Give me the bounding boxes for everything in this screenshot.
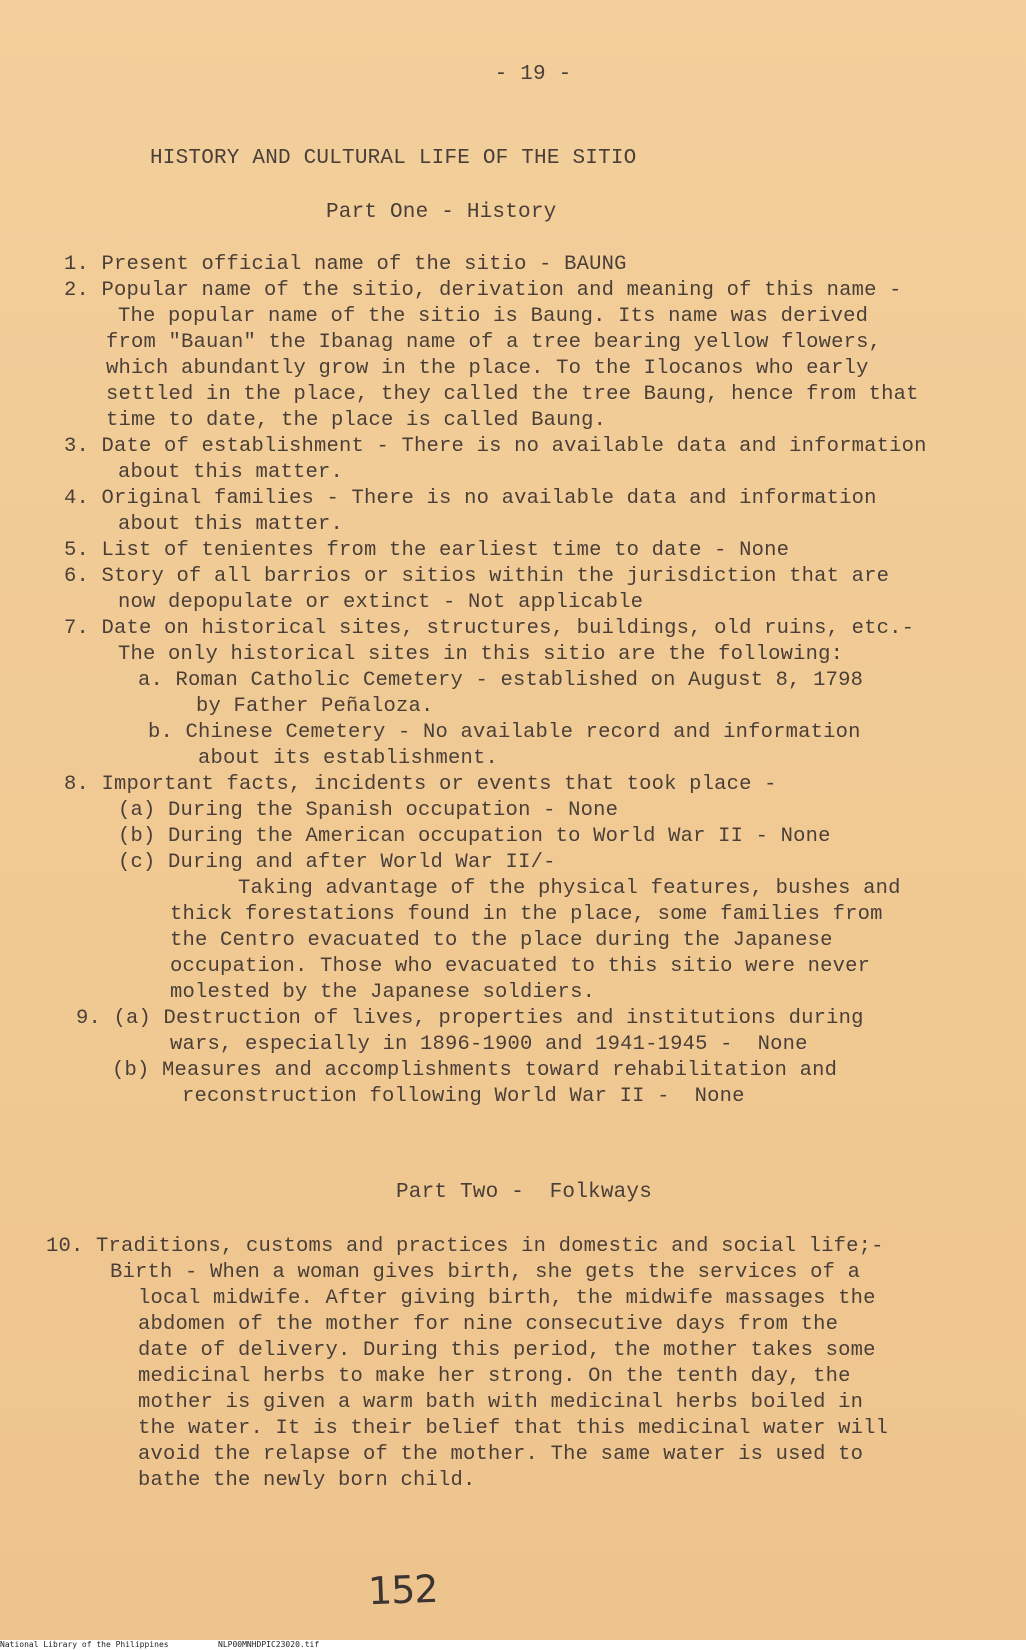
handwritten-page-number: 152	[367, 1566, 439, 1614]
item-10-line: Birth - When a woman gives birth, she gets the services of a	[110, 1261, 861, 1284]
item-8-line: 8. Important facts, incidents or events that took place -	[64, 773, 777, 796]
item-3-line: about this matter.	[118, 461, 344, 484]
item-9-line: 9. (a) Destruction of lives, properties and institutions during	[76, 1007, 864, 1030]
item-2-line: which abundantly grow in the place. To the Ilocanos who early	[106, 357, 869, 380]
item-7-line: 7. Date on historical sites, structures, buildings, old ruins, etc.-	[64, 617, 915, 640]
item-6-line: 6. Story of all barrios or sitios within the jurisdiction that are	[64, 565, 890, 588]
item-7-line: a. Roman Catholic Cemetery - established on August 8, 1798	[138, 669, 864, 692]
scan-footer	[0, 1640, 1026, 1650]
item-9-line: reconstruction following World War II - None	[182, 1085, 745, 1108]
item-2-line: The popular name of the sitio is Baung. Its name was derived	[118, 305, 869, 328]
item-6-line: now depopulate or extinct - Not applicable	[118, 591, 644, 614]
part-two-heading: Part Two - Folkways	[396, 1181, 653, 1204]
item-1: 1. Present official name of the sitio - BAUNG	[64, 253, 627, 276]
item-7-line: b. Chinese Cemetery - No available record and information	[148, 721, 861, 744]
footer-library: National Library of the Philippines	[0, 1640, 169, 1649]
item-8-line: (b) During the American occupation to World War II - None	[118, 825, 831, 848]
item-8-line: thick forestations found in the place, some families from	[170, 903, 883, 926]
item-9-line: wars, especially in 1896-1900 and 1941-1945 - None	[170, 1033, 808, 1056]
item-4-line: 4. Original families - There is no available data and information	[64, 487, 877, 510]
item-10-line: local midwife. After giving birth, the midwife massages the	[138, 1287, 876, 1310]
part-one-heading: Part One - History	[326, 201, 557, 224]
item-10-line: 10. Traditions, customs and practices in domestic and social life;-	[46, 1235, 884, 1258]
item-10-line: medicinal herbs to make her strong. On the tenth day, the	[138, 1365, 851, 1388]
item-2-line: 2. Popular name of the sitio, derivation and meaning of this name -	[64, 279, 902, 302]
item-10-line: mother is given a warm bath with medicinal herbs boiled in	[138, 1391, 864, 1414]
item-5: 5. List of tenientes from the earliest time to date - None	[64, 539, 790, 562]
footer-filename: NLP00MNHDPIC23020.tif	[218, 1640, 320, 1649]
item-10-line: the water. It is their belief that this medicinal water will	[138, 1417, 889, 1440]
item-9-line: (b) Measures and accomplishments toward rehabilitation and	[112, 1059, 838, 1082]
item-8-line: (a) During the Spanish occupation - None	[118, 799, 619, 822]
item-8-line: occupation. Those who evacuated to this sitio were never	[170, 955, 871, 978]
page-number: - 19 -	[494, 63, 572, 86]
item-8-line: molested by the Japanese soldiers.	[170, 981, 596, 1004]
item-10-line: date of delivery. During this period, the mother takes some	[138, 1339, 876, 1362]
item-8-line: the Centro evacuated to the place during the Japanese	[170, 929, 833, 952]
item-8-line: Taking advantage of the physical features, bushes and	[238, 877, 901, 900]
page-title: HISTORY AND CULTURAL LIFE OF THE SITIO	[150, 147, 637, 170]
item-7-line: about its establishment.	[198, 747, 499, 770]
item-2-line: from "Bauan" the Ibanag name of a tree bearing yellow flowers,	[106, 331, 882, 354]
item-10-line: avoid the relapse of the mother. The same water is used to	[138, 1443, 864, 1466]
item-2-line: time to date, the place is called Baung.	[106, 409, 607, 432]
item-3-line: 3. Date of establishment - There is no available data and information	[64, 435, 927, 458]
item-2-line: settled in the place, they called the tree Baung, hence from that	[106, 383, 919, 406]
item-7-line: by Father Peñaloza.	[196, 695, 434, 718]
item-4-line: about this matter.	[118, 513, 344, 536]
item-10-line: abdomen of the mother for nine consecutive days from the	[138, 1313, 839, 1336]
item-8-line: (c) During and after World War II/-	[118, 851, 556, 874]
item-10-line: bathe the newly born child.	[138, 1469, 476, 1492]
item-7-line: The only historical sites in this sitio are the following:	[118, 643, 844, 666]
